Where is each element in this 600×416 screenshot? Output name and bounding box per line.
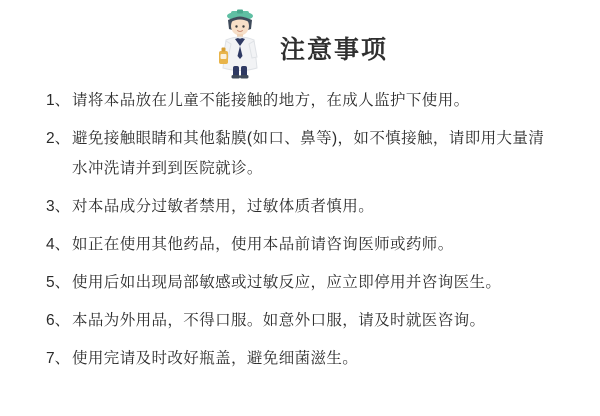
list-item-number: 2、 bbox=[46, 130, 71, 147]
list-item-number: 5、 bbox=[46, 274, 71, 291]
page-title: 注意事项 bbox=[279, 35, 388, 64]
list-item bbox=[46, 192, 552, 222]
list-item-text: 请将本品放在儿童不能接触的地方，在成人监护下使用。 bbox=[72, 92, 470, 109]
list-item-number: 3、 bbox=[46, 198, 71, 215]
list-item-text: 避免接触眼睛和其他黏膜(如口、鼻等)，如不慎接触，请即用大量清水冲洗请并到到医院就诊。 bbox=[72, 130, 545, 177]
list-item-text: 使用完请及时改好瓶盖，避免细菌滋生。 bbox=[72, 350, 359, 367]
list-item-text: 对本品成分过敏者禁用，过敏体质者慎用。 bbox=[72, 198, 375, 215]
list-item bbox=[46, 344, 552, 374]
list-item bbox=[46, 268, 552, 298]
list-item-number: 1、 bbox=[46, 92, 71, 109]
list-item-number: 7、 bbox=[46, 350, 71, 367]
list-item bbox=[46, 124, 552, 184]
list-item bbox=[46, 230, 552, 260]
notes-list bbox=[0, 72, 600, 374]
list-item-text: 使用后如出现局部敏感或过敏反应，应立即停用并咨询医生。 bbox=[72, 274, 502, 291]
pharmacist-character-icon bbox=[212, 7, 268, 79]
list-item-text: 本品为外用品，不得口服。如意外口服，请及时就医咨询。 bbox=[72, 312, 486, 329]
list-item bbox=[46, 306, 552, 336]
list-item bbox=[46, 86, 552, 116]
list-item-number: 4、 bbox=[46, 236, 71, 253]
list-item-number: 6、 bbox=[46, 312, 71, 329]
document-header bbox=[0, 0, 600, 72]
list-item-text: 如正在使用其他药品，使用本品前请咨询医师或药师。 bbox=[72, 236, 454, 253]
